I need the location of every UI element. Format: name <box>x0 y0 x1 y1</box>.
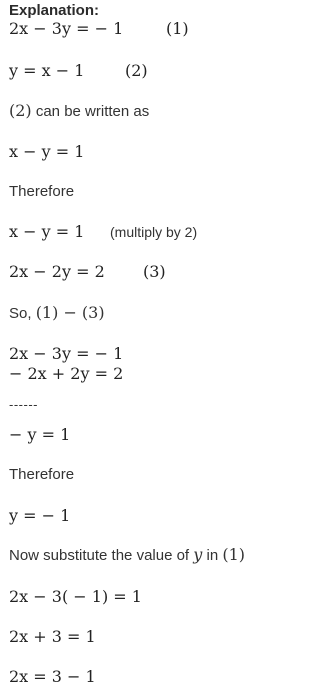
so-expr: (1) − (3) <box>35 303 105 322</box>
equation-1-ref: (1) <box>166 19 189 38</box>
result-neg-y: − y = 1 <box>9 425 71 444</box>
so-prefix: So, <box>9 305 32 322</box>
equation-2-ref: (2) <box>125 61 148 80</box>
rewrite-line <box>9 101 149 122</box>
separator-dashes: ------ <box>9 397 38 412</box>
y-value: y = − 1 <box>9 506 71 525</box>
substitute-ref: (1) <box>222 545 246 564</box>
multiply-note: (multiply by 2) <box>110 224 198 240</box>
substitute-mid: in <box>206 547 219 564</box>
step-1: 2x − 3( − 1) = 1 <box>9 587 142 606</box>
substitute-var: y <box>193 545 203 564</box>
equation-2: y = x − 1 <box>9 61 85 80</box>
step-2: 2x + 3 = 1 <box>9 627 96 646</box>
therefore-label-2: Therefore <box>9 466 75 483</box>
substitute-line <box>9 545 245 566</box>
rewrite-ref: (2) <box>9 101 32 120</box>
equation-3: 2x − 2y = 2 <box>9 262 105 281</box>
equation-3-ref: (3) <box>143 262 166 281</box>
rewrite-text: can be written as <box>35 103 150 120</box>
so-line <box>9 303 105 324</box>
therefore-label-1: Therefore <box>9 183 75 200</box>
explanation-title: Explanation: <box>9 2 100 19</box>
equation-1: 2x − 3y = − 1 <box>9 19 124 38</box>
equation-rewritten: x − y = 1 <box>9 142 85 161</box>
subtraction-line-2: − 2x + 2y = 2 <box>9 364 124 383</box>
subtraction-line-1: 2x − 3y = − 1 <box>9 344 124 363</box>
substitute-text: Now substitute the value of <box>9 547 190 564</box>
step-3: 2x = 3 − 1 <box>9 667 96 686</box>
equation-multiply: x − y = 1 <box>9 222 85 241</box>
